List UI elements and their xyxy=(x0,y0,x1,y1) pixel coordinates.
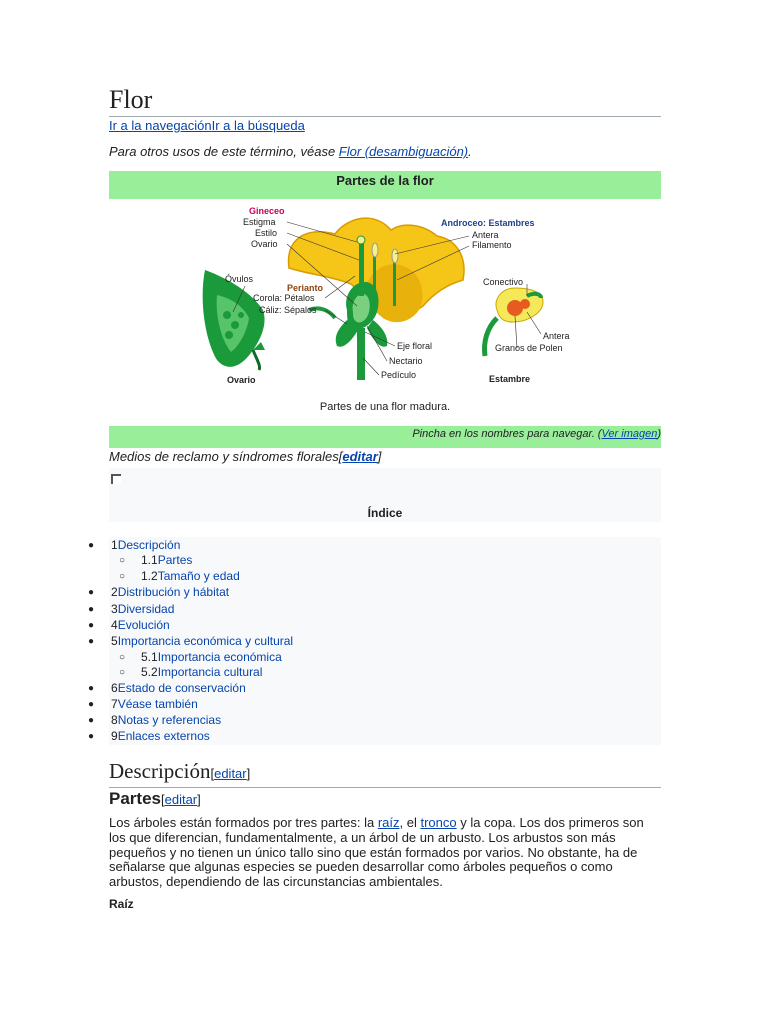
para-text: y la copa. Los dos primeros son los que diferencian, fundamentalmente, a un árbol de un arbusto. Los arbustos son más pequeños y no tienen un único tallo sino que están formados por varios. No obstante, ha de señalarse que algunas especies se pueden desarrollar como árboles pequeños o como arbustos, dependiendo de las circunstancias ambientales. xyxy=(109,815,644,890)
flower-parts-diagram[interactable] xyxy=(197,200,589,396)
label-caliz[interactable]: Cáliz: Sépalos xyxy=(259,305,317,315)
toc-link[interactable]: Estado de conservación xyxy=(117,681,246,695)
circle-icon: ○ xyxy=(119,555,126,566)
subsection-edit-link[interactable]: editar xyxy=(164,792,198,807)
toc-list xyxy=(88,537,661,745)
bullet-icon: ● xyxy=(88,604,95,615)
subsection-heading-partes xyxy=(109,787,201,812)
label-nectario[interactable]: Nectario xyxy=(389,356,423,366)
toc-item[interactable] xyxy=(88,713,222,728)
label-gineceo[interactable]: Gineceo xyxy=(249,206,285,216)
toc-num: 5.1 xyxy=(141,650,158,664)
flower-illustration xyxy=(288,218,463,380)
toc-title: Índice xyxy=(367,506,403,520)
bullet-icon: ● xyxy=(88,587,95,598)
raiz-link[interactable]: raíz xyxy=(377,815,400,830)
circle-icon: ○ xyxy=(119,667,126,678)
toc-item[interactable] xyxy=(88,681,246,696)
toc-num: 3 xyxy=(111,602,118,616)
section-title: Descripción xyxy=(109,759,211,783)
hatnote xyxy=(109,144,472,159)
bullet-icon: ● xyxy=(88,636,95,647)
toc-item[interactable] xyxy=(88,618,170,633)
toc-item[interactable] xyxy=(88,634,294,649)
bullet-icon: ● xyxy=(88,683,95,694)
navbar-text: Pincha en los nombres para navegar. ( xyxy=(412,428,602,440)
subsection-edit-close: ] xyxy=(197,792,201,807)
bullet-icon: ● xyxy=(88,620,95,631)
toc-link[interactable]: Importancia cultural xyxy=(157,665,263,679)
bullet-icon: ● xyxy=(88,731,95,742)
label-androceo[interactable]: Androceo: Estambres xyxy=(441,218,535,228)
medios-text: Medios de reclamo y síndromes florales xyxy=(109,449,339,464)
toc-link[interactable]: Diversidad xyxy=(117,602,175,616)
label-granos-polen[interactable]: Granos de Polen xyxy=(495,343,563,353)
medios-heading xyxy=(109,449,381,464)
section-edit-open: [ xyxy=(210,766,215,781)
toc-item[interactable] xyxy=(88,602,175,617)
label-corola[interactable]: Corola: Pétalos xyxy=(253,293,315,303)
label-filamento[interactable]: Filamento xyxy=(472,240,512,250)
toc-num: 9 xyxy=(111,729,118,743)
toc-item[interactable] xyxy=(119,553,193,568)
label-estilo[interactable]: Estilo xyxy=(255,228,278,238)
tronco-link[interactable]: tronco xyxy=(420,815,457,830)
toc-link[interactable]: Descripción xyxy=(117,538,181,552)
label-antera[interactable]: Antera xyxy=(472,230,499,240)
toc-num: 1.1 xyxy=(141,553,158,567)
toc-link[interactable]: Importancia económica y cultural xyxy=(117,634,294,648)
toc-item[interactable] xyxy=(119,665,263,680)
toc-link[interactable]: Distribución y hábitat xyxy=(117,585,230,599)
toc-link[interactable]: Véase también xyxy=(117,697,198,711)
label-eje-floral[interactable]: Eje floral xyxy=(397,341,433,351)
label-estigma[interactable]: Estigma xyxy=(243,217,276,227)
label-ovulos[interactable]: Óvulos xyxy=(225,274,254,284)
circle-icon: ○ xyxy=(119,652,126,663)
toc-toggle-checkbox[interactable] xyxy=(111,474,121,484)
ovary-illustration xyxy=(203,270,265,370)
section-edit-close: ] xyxy=(246,766,251,781)
hatnote-prefix: Para otros usos de este término, véase xyxy=(109,144,339,159)
toc-item[interactable] xyxy=(88,729,210,744)
toc-num: 8 xyxy=(111,713,118,727)
label-perianto[interactable]: Perianto xyxy=(287,283,324,293)
infobox-navbar xyxy=(109,426,661,448)
toc-num: 5.2 xyxy=(141,665,158,679)
hatnote-suffix: . xyxy=(468,144,472,159)
subsection-title: Partes xyxy=(109,789,161,808)
raiz-heading: Raíz xyxy=(109,897,134,911)
subsection-edit-open: [ xyxy=(160,792,165,807)
toc-link[interactable]: Enlaces externos xyxy=(117,729,210,743)
medios-edit-close: ] xyxy=(377,449,382,464)
toc-num: 2 xyxy=(111,585,118,599)
toc-num: 1.2 xyxy=(141,569,158,583)
jump-to-search-link[interactable]: Ir a la búsqueda xyxy=(211,118,305,133)
toc-num: 1 xyxy=(111,538,118,552)
jump-to-navigation-link[interactable]: Ir a la navegación xyxy=(109,118,212,133)
toc-item[interactable] xyxy=(119,569,240,584)
partes-paragraph xyxy=(109,816,661,890)
toc-header xyxy=(109,468,661,522)
medios-edit-link[interactable]: editar xyxy=(342,449,378,464)
toc-num: 5 xyxy=(111,634,118,648)
toc-item[interactable] xyxy=(88,538,181,553)
label-estambre-title: Estambre xyxy=(489,374,531,384)
navbar-close: ) xyxy=(657,428,661,440)
toc-item[interactable] xyxy=(88,697,198,712)
toc-num: 6 xyxy=(111,681,118,695)
label-ovario[interactable]: Ovario xyxy=(251,239,278,249)
medios-edit-open: [ xyxy=(338,449,343,464)
toc-item[interactable] xyxy=(88,585,230,600)
label-conectivo[interactable]: Conectivo xyxy=(483,277,524,287)
page-title: Flor xyxy=(109,84,661,117)
circle-icon: ○ xyxy=(119,571,126,582)
label-pediculo[interactable]: Pedículo xyxy=(381,370,417,380)
toc-link[interactable]: Evolución xyxy=(117,618,170,632)
toc-link[interactable]: Importancia económica xyxy=(157,650,282,664)
ver-imagen-link[interactable]: Ver imagen xyxy=(601,428,658,440)
bullet-icon: ● xyxy=(88,540,95,551)
jump-links xyxy=(109,118,305,133)
infobox-header: Partes de la flor xyxy=(109,171,661,199)
label-antera-estambre[interactable]: Antera xyxy=(543,331,570,341)
toc-item[interactable] xyxy=(119,650,282,665)
section-edit-link[interactable]: editar xyxy=(214,766,247,781)
label-ovario-title: Ovario xyxy=(227,375,256,385)
section-heading-descripcion xyxy=(109,758,661,788)
infobox-caption: Partes de una flor madura. xyxy=(319,401,451,413)
toc-num: 7 xyxy=(111,697,118,711)
bullet-icon: ● xyxy=(88,699,95,710)
toc-link[interactable]: Tamaño y edad xyxy=(157,569,240,583)
para-text: , el xyxy=(399,815,421,830)
toc-num: 4 xyxy=(111,618,118,632)
disambiguation-link[interactable]: Flor (desambiguación) xyxy=(338,144,469,159)
bullet-icon: ● xyxy=(88,715,95,726)
toc-link[interactable]: Notas y referencias xyxy=(117,713,222,727)
para-text: Los árboles están formados por tres partes: la xyxy=(109,815,378,830)
toc-link[interactable]: Partes xyxy=(157,553,193,567)
